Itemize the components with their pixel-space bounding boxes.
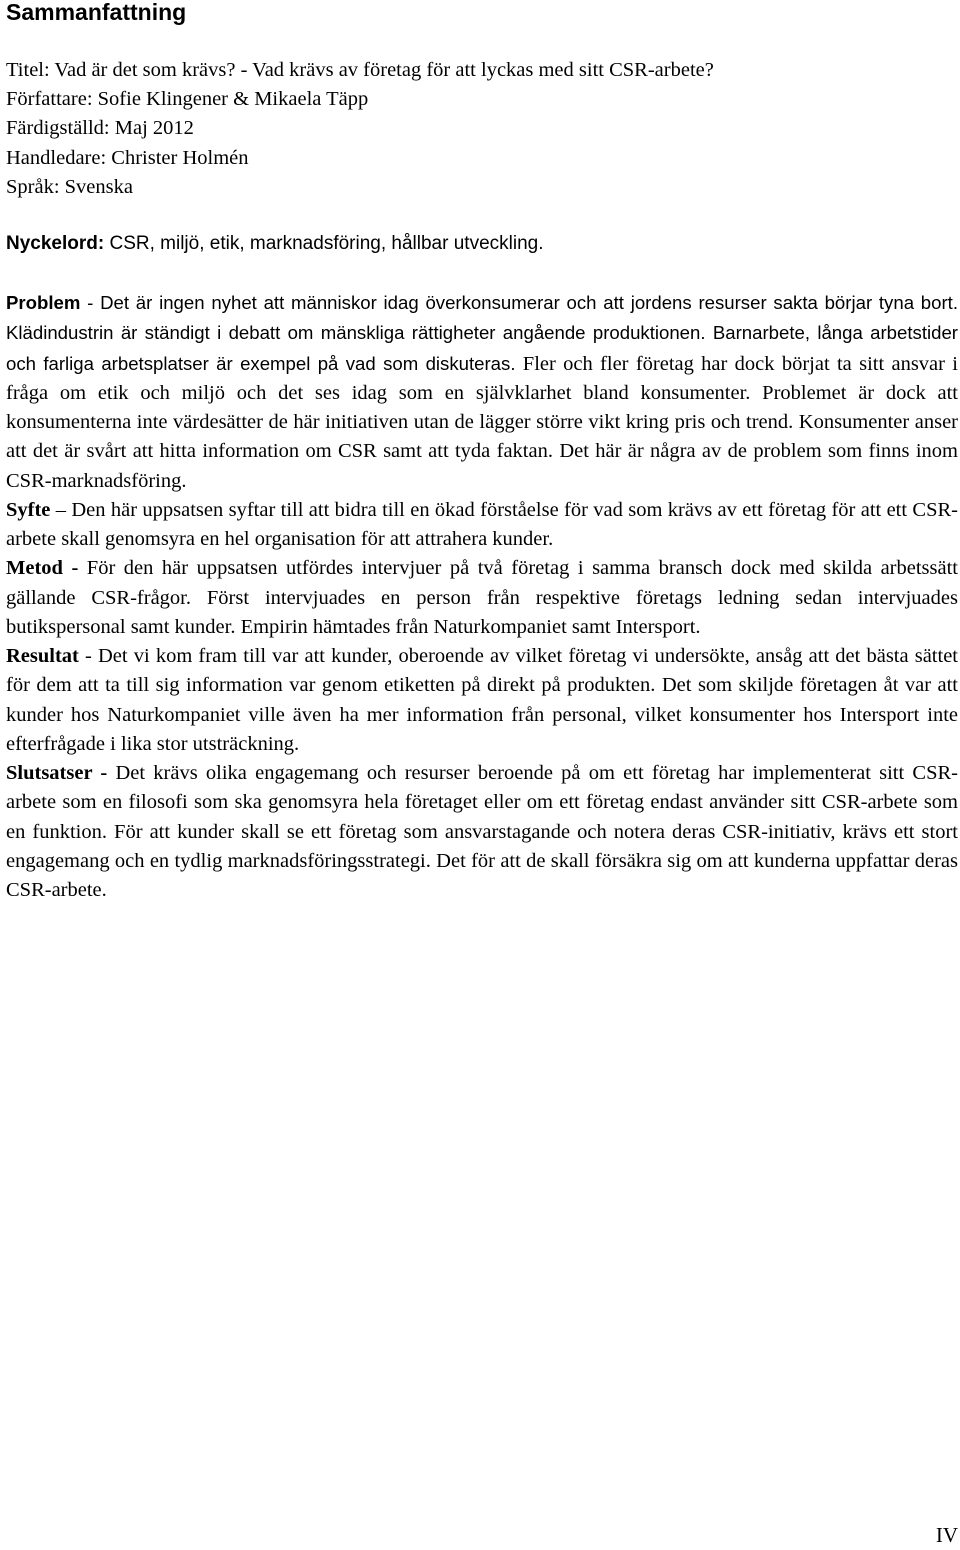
summary-body (6, 288, 958, 905)
purpose-paragraph (6, 496, 958, 555)
keywords-label: Nyckelord: (6, 233, 105, 254)
method-text: För den här uppsatsen utfördes intervjuer på två företag i samma bransch dock med skilda arbetssätt gällande CSR-frågor. Först intervjuades en person från respektive företags ledning sedan intervjuades butikspersonal samt kunder. Empirin hämtades från Naturkompaniet samt Intersport. (6, 557, 958, 638)
page-heading: Sammanfattning (6, 0, 187, 25)
result-label: Resultat (6, 645, 79, 667)
thesis-language: Språk: Svenska (6, 175, 133, 198)
thesis-authors: Författare: Sofie Klingener & Mikaela Täpp (6, 88, 369, 111)
purpose-label: Syfte (6, 498, 51, 521)
result-text: - Det vi kom fram till var att kunder, oberoende av vilket företag vi undersökte, ansåg att det bästa sättet för dem att ta till sig information var genom etiketten på direkt på produkten. Det som skiljde företagen åt var att kunder hos Naturkompaniet ville även ha mer information från personal, vilket konsumenter hos Intersport inte efterfrågade i lika stor utsträckning. (6, 645, 958, 755)
page-number: IV (935, 1523, 958, 1547)
thesis-supervisor: Handledare: Christer Holmén (6, 146, 249, 169)
result-paragraph (6, 642, 958, 759)
problem-paragraph (6, 288, 958, 496)
keywords-text: CSR, miljö, etik, marknadsföring, hållbar utveckling. (104, 233, 544, 254)
method-paragraph (6, 554, 958, 642)
conclusions-label: Slutsatser - (6, 762, 108, 784)
problem-text-sans: - Det är ingen nyhet att människor idag överkonsumerar och att jordens resurser sakta börjar tyna bort. Klädindustrin är ständigt i debatt om mänskliga rättigheter angående produktionen. Barnarbete, långa arbetstider och farliga arbetsplatser är exempel på vad som diskuteras. (6, 292, 958, 374)
method-label: Metod - (6, 557, 79, 580)
conclusions-paragraph (6, 759, 958, 905)
conclusions-text: Det krävs olika engagemang och resurser beroende på om ett företag har implementerat sitt CSR-arbete som en filosofi som ska genomsyra hela företaget eller om ett företag endast använder sitt CSR-arbete som en funktion. För att kunder skall se ett företag som ansvarstagande och notera deras CSR-initiativ, krävs ett stort engagemang och en tydlig marknadsföringsstrategi. Det för att de skall försäkra sig om att kunderna uppfattar deras CSR-arbete. (6, 762, 958, 901)
purpose-text: – Den här uppsatsen syftar till att bidra till en ökad förståelse för vad som krävs av ett företag för att ett CSR-arbete skall genomsyra en hel organisation för att attrahera kunder. (6, 498, 958, 550)
problem-label: Problem (6, 292, 81, 313)
thesis-completed-date: Färdigställd: Maj 2012 (6, 117, 194, 140)
thesis-metadata (6, 56, 956, 202)
problem-text-serif: Fler och fler företag har dock börjat ta sitt ansvar i fråga om etik och miljö och det ses idag som en självklarhet bland konsumenter. Problemet är dock att konsumenterna inte värdesätter de här initiativen utan de lägger större vikt kring pris och trend. Konsumenter anser att det är svårt att hitta information om CSR samt att tyda faktan. Det här är några av de problem som finns inom CSR-marknadsföring. (6, 352, 958, 492)
thesis-title: Titel: Vad är det som krävs? - Vad krävs av företag för att lyckas med sitt CSR-arbete? (6, 59, 714, 81)
keywords-line (6, 230, 544, 258)
